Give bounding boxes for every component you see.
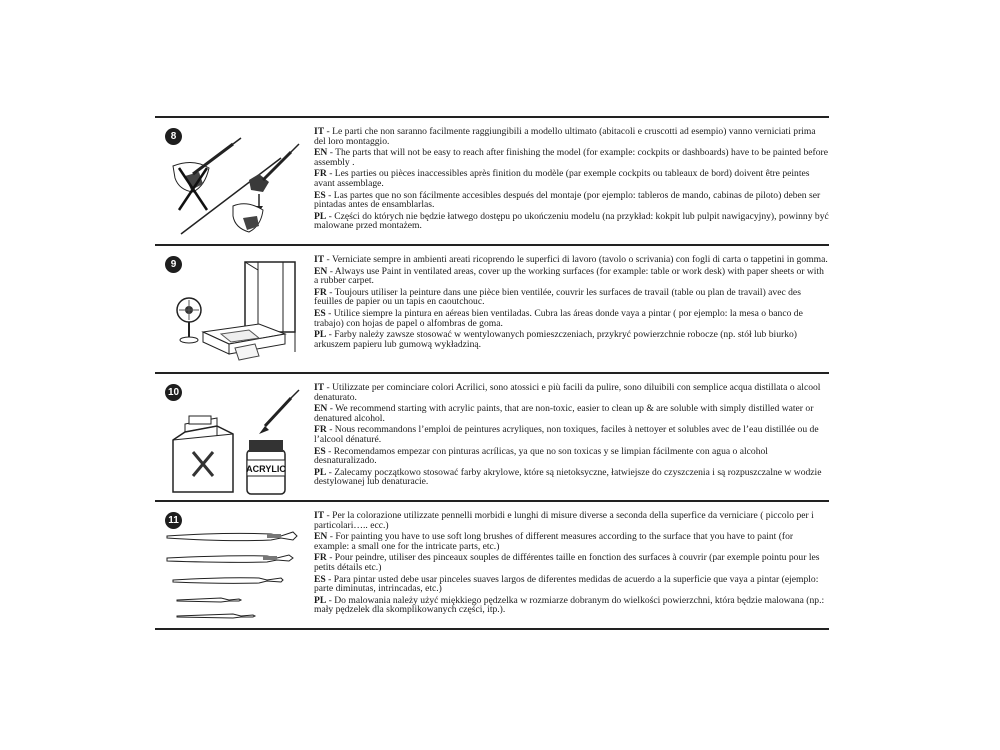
- para-fr: [314, 553, 829, 572]
- para-en: [314, 404, 829, 423]
- para-text: - Utilice siempre la pintura en aéreas bien ventiladas. Cubra las áreas donde vaya a pintar ( por ejemplo: la mesa o banco de trabajo) con hojas de papel o alfombras de goma.: [314, 307, 803, 329]
- para-text: - For painting you have to use soft long brushes of different measures according to the surface that you have to paint (for example: a small one for the intricate parts, etc.): [314, 531, 794, 552]
- step-number-badge: 11: [165, 512, 182, 529]
- acrylic-label: ACRYLIC: [246, 464, 286, 474]
- lang-code: ES: [314, 307, 326, 319]
- acrylic-paint-illustration: [163, 380, 303, 498]
- lang-code: PL: [314, 329, 327, 341]
- para-pl: [314, 212, 829, 231]
- para-text: - Pour peindre, utiliser des pinceaux souples de différentes taille en fonction des surfaces à couvrir (par exemple pointu pour les petits détails etc.): [314, 552, 820, 573]
- para-es: [314, 309, 829, 328]
- para-en: [314, 532, 829, 551]
- section-9-text: [314, 255, 829, 351]
- para-pl: [314, 468, 829, 487]
- lang-code: IT: [314, 382, 325, 393]
- para-en: [314, 148, 829, 167]
- lang-code: FR: [314, 552, 327, 564]
- para-it: [314, 127, 829, 146]
- step-number-badge: 8: [165, 128, 182, 145]
- lang-code: EN: [314, 265, 328, 277]
- paint-before-assembly-illustration: [163, 124, 303, 242]
- lang-code: IT: [314, 126, 325, 137]
- para-text: - Verniciate sempre in ambienti areati ricoprendo le superfici di lavoro (tavolo o scrivania) con fogli di carta o tappetini in gomma.: [324, 254, 828, 265]
- section-10: [155, 372, 829, 500]
- para-text: - Always use Paint in ventilated areas, cover up the working surfaces (for example: table or work desk) with paper sheets or with a rubber carpet.: [314, 265, 824, 287]
- para-text: - Le parti che non saranno facilmente raggiungibili a modello ultimato (abitacoli e cruscotti ad esempio) vanno verniciati prima del loro montaggio.: [314, 126, 816, 147]
- para-pl: [314, 330, 829, 349]
- para-fr: [314, 288, 829, 307]
- para-text: - Zalecamy początkowo stosować farby akrylowe, które są nietoksyczne, łatwiejsze do czyszczenia i są rozpuszczalne w wodzie destylowanej lub denaturacie.: [314, 466, 822, 488]
- para-text: - Per la colorazione utilizzate pennelli morbidi e lunghi di misure diverse a seconda della superfice da verniciare ( piccolo per i particolari….. ecc.): [314, 510, 814, 531]
- lang-code: ES: [314, 189, 326, 201]
- step-number-badge: 10: [165, 384, 182, 401]
- lang-code: EN: [314, 403, 328, 415]
- section-10-text: [314, 383, 829, 489]
- para-text: - Nous recommandons l’emploi de peintures acryliques, non toxiques, faciles à nettoyer et solubles avec de l’eau distillée ou de l’alcool dénaturé.: [314, 424, 819, 445]
- para-text: - Toujours utiliser la peinture dans une pièce bien ventilée, couvrir les surfaces de travail (table ou plan de travail) avec des feuilles de papier ou un tapis en caoutchouc.: [314, 286, 801, 308]
- para-fr: [314, 169, 829, 188]
- lang-code: IT: [314, 254, 325, 265]
- para-es: [314, 191, 829, 210]
- para-es: [314, 575, 829, 594]
- lang-code: PL: [314, 210, 327, 222]
- lang-code: ES: [314, 573, 326, 585]
- section-8-text: [314, 127, 829, 233]
- para-it: [314, 511, 829, 530]
- para-it: [314, 383, 829, 402]
- para-es: [314, 447, 829, 466]
- section-11: [155, 500, 829, 630]
- para-text: - Les parties ou pièces inaccessibles après finition du modèle (par exemple cockpits ou tableaux de bord) doivent être peintes avant assemblage.: [314, 168, 810, 189]
- para-text: - Do malowania należy użyć miękkiego pędzelka w rozmiarze dobranym do wielkości powierzchni, która będzie malowana (np.: mały pędzelek dla skomplikowanych części, itp.).: [314, 594, 825, 616]
- para-text: - Utilizzate per cominciare colori Acrilici, sono atossici e più facili da pulire, sono diluibili con semplice acqua distillata o alcool denaturato.: [314, 382, 821, 403]
- lang-code: FR: [314, 286, 327, 298]
- para-pl: [314, 596, 829, 615]
- para-text: - Farby należy zawsze stosować w wentylowanych pomieszczeniach, przykryć powierzchnie robocze (np. stół lub biurko) arkuszem papieru lub gumową wykładziną.: [314, 329, 797, 350]
- para-text: - Para pintar usted debe usar pinceles suaves largos de diferentes medidas de acuerdo a la superficie que vaya a pintar (ejemplo: parte diminutas, intrincadas, etc.): [314, 573, 819, 595]
- para-text: - Części do których nie będzie łatwego dostępu po ukończeniu modelu (na przykład: kokpit lub pulpit nawigacyjny), powinny być malowane przed montażem.: [314, 210, 829, 232]
- section-9: [155, 244, 829, 372]
- section-8: [155, 116, 829, 244]
- brushes-illustration: [163, 508, 303, 626]
- lang-code: FR: [314, 424, 327, 436]
- lang-code: PL: [314, 594, 327, 606]
- lang-code: FR: [314, 168, 327, 180]
- para-it: [314, 255, 829, 265]
- lang-code: IT: [314, 510, 325, 521]
- para-text: - We recommend starting with acrylic paints, that are non-toxic, easier to clean up & are soluble with simply distilled water or denatured alcohol.: [314, 403, 814, 424]
- ventilated-room-illustration: [163, 252, 303, 370]
- para-text: - Las partes que no son fácilmente accesibles después del montaje (por ejemplo: tableros de mando, cabinas de piloto) deben ser pintadas antes de ensamblarlas.: [314, 189, 821, 211]
- lang-code: PL: [314, 466, 327, 478]
- step-number-badge: 9: [165, 256, 182, 273]
- para-text: - The parts that will not be easy to reach after finishing the model (for example: cockpits or dashboards) have to be painted before assembly .: [314, 147, 828, 168]
- para-fr: [314, 425, 829, 444]
- para-text: - Recomendamos empezar con pinturas acrílicas, ya que no son toxicas y se limpian fácilmente con agua o alcohol desnaturalizado.: [314, 445, 768, 467]
- instruction-sheet: [155, 116, 829, 630]
- lang-code: EN: [314, 531, 328, 543]
- para-en: [314, 267, 829, 286]
- section-11-text: [314, 511, 829, 617]
- lang-code: EN: [314, 147, 328, 159]
- lang-code: ES: [314, 445, 326, 457]
